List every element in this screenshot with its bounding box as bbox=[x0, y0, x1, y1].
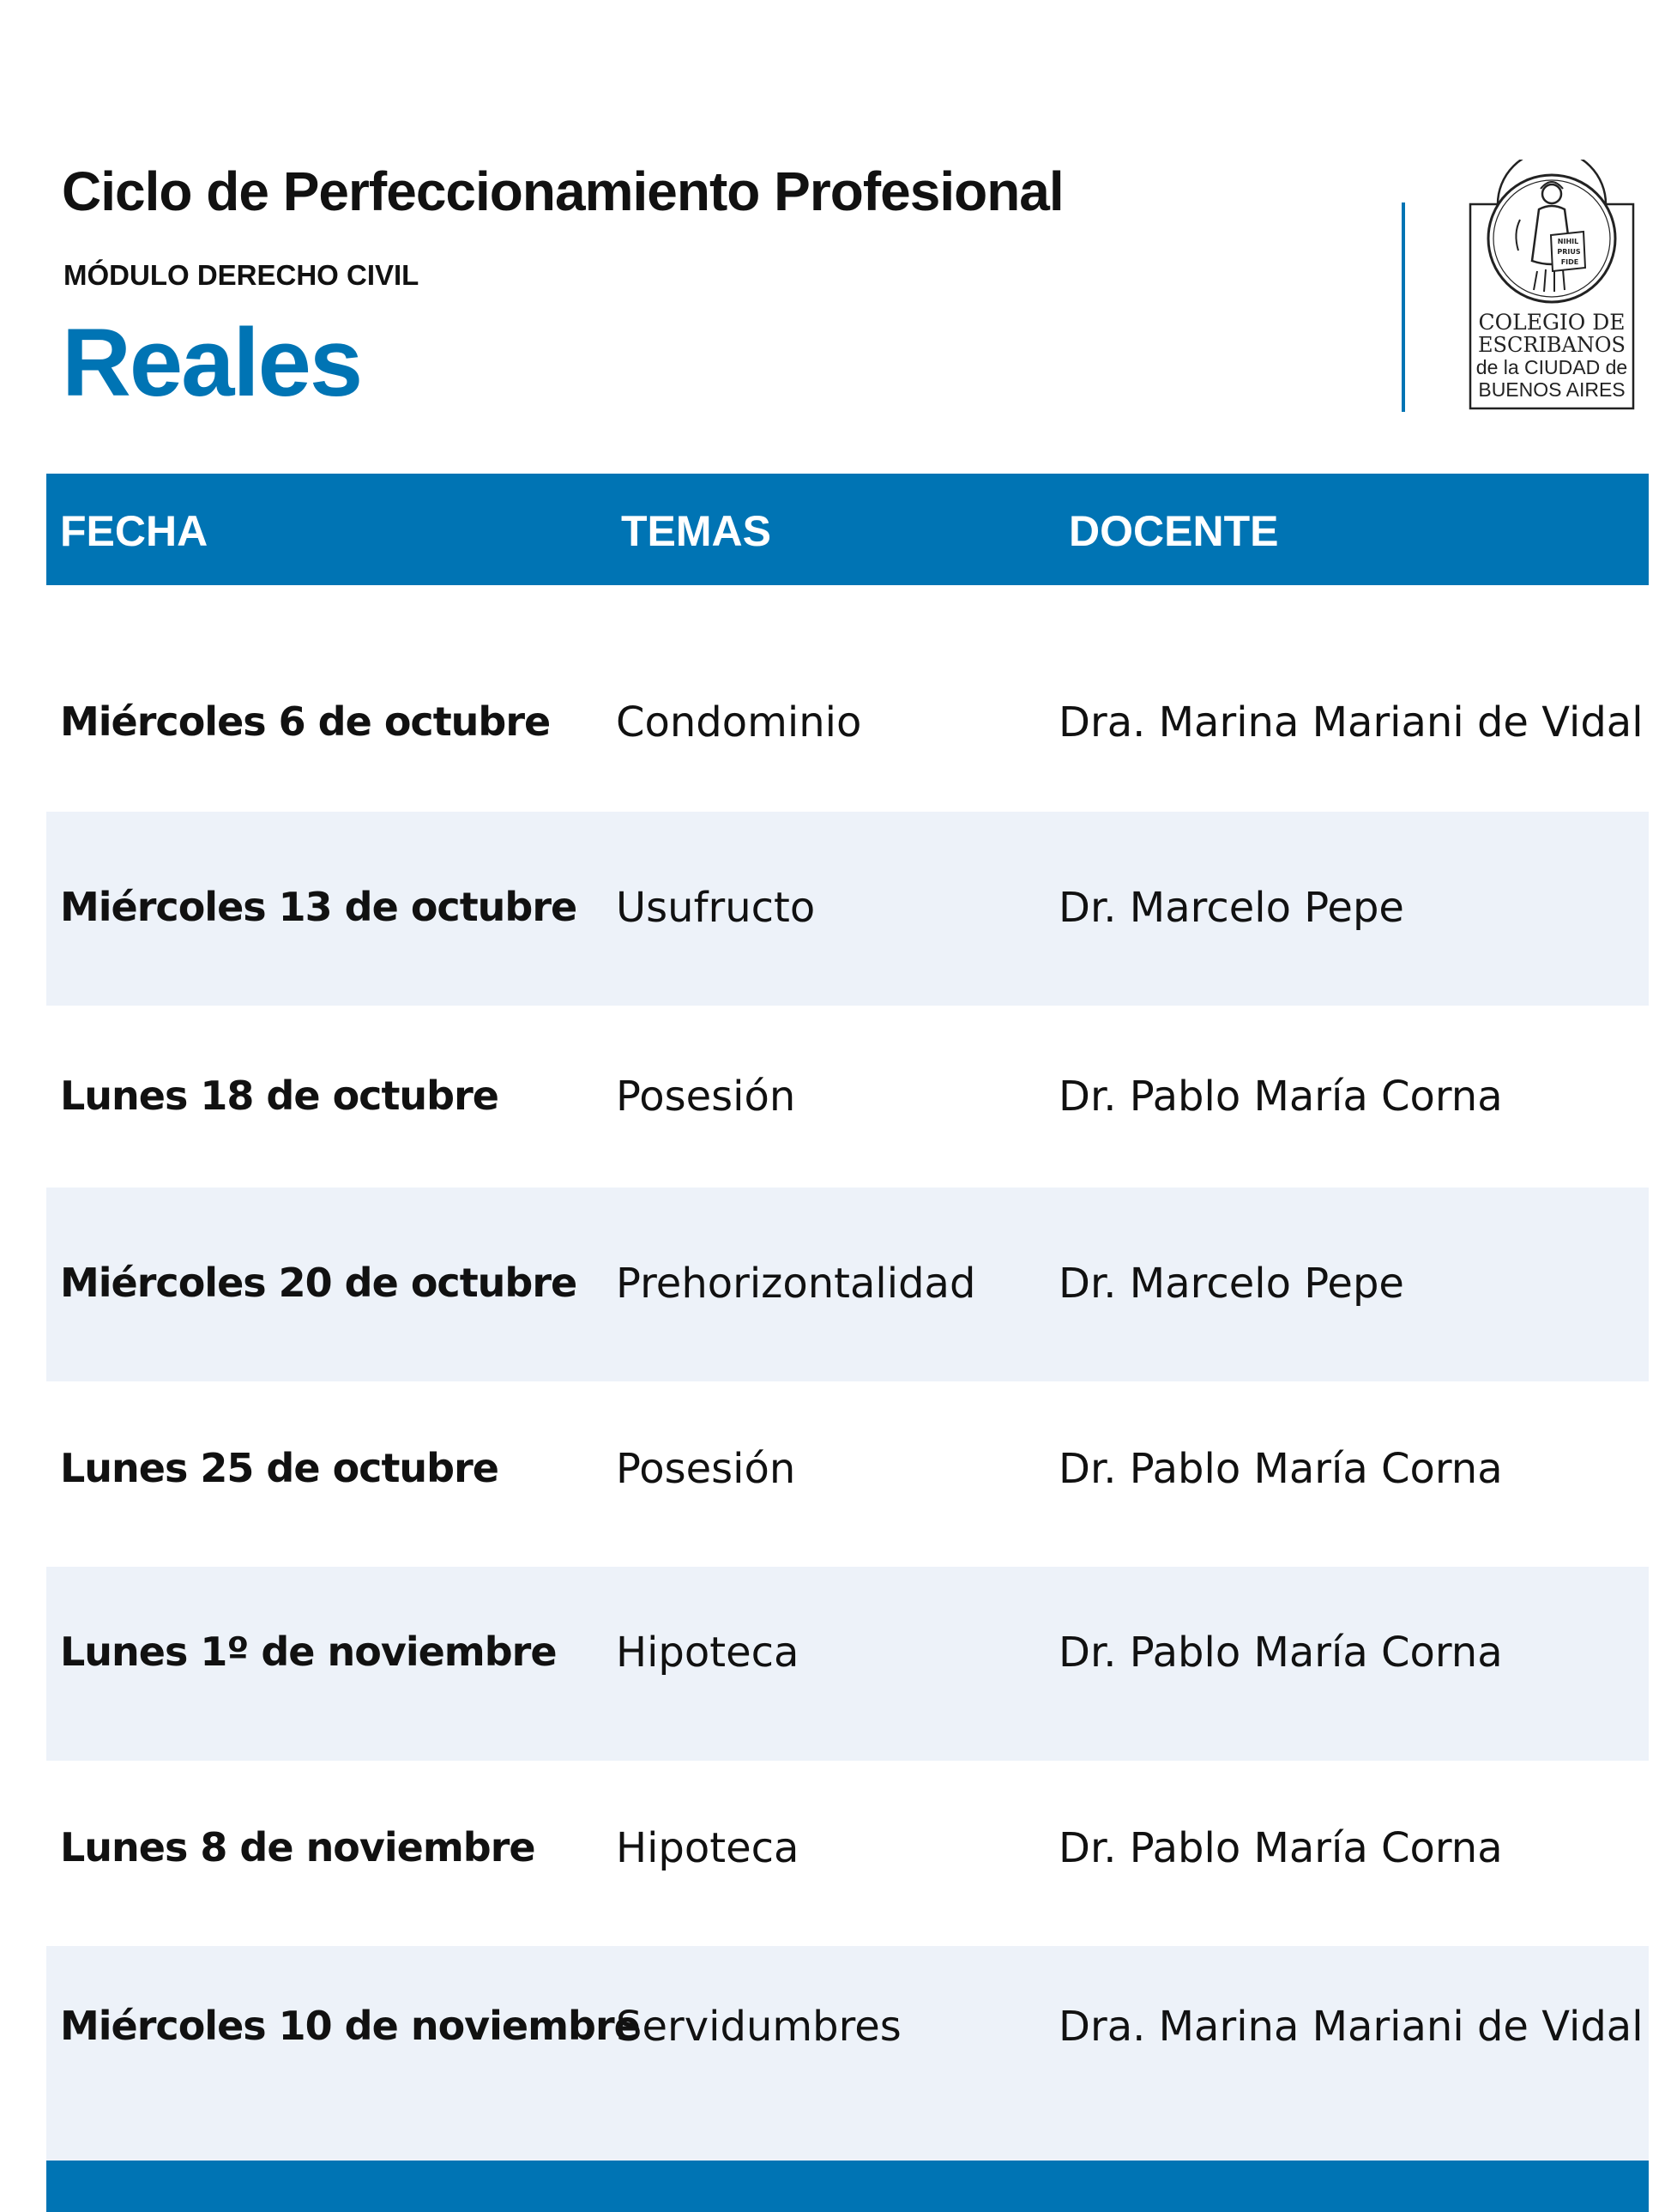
row-teacher: Dr. Pablo María Corna bbox=[1059, 1824, 1503, 1872]
row-teacher: Dr. Pablo María Corna bbox=[1059, 1073, 1503, 1121]
column-header-teacher: DOCENTE bbox=[1069, 507, 1279, 555]
column-header-date: FECHA bbox=[60, 507, 208, 555]
logo-motto-3: FIDE bbox=[1560, 258, 1579, 266]
row-date: Lunes 1º de noviembre bbox=[60, 1629, 557, 1675]
logo-motto-1: NIHIL bbox=[1557, 238, 1579, 245]
row-topic: Servidumbres bbox=[616, 2003, 902, 2051]
row-topic: Posesión bbox=[616, 1445, 796, 1493]
table-row bbox=[46, 812, 1649, 1006]
row-date: Miércoles 10 de noviembre bbox=[60, 2003, 640, 2049]
module-label: MÓDULO DERECHO CIVIL bbox=[63, 259, 419, 291]
table-row bbox=[46, 1006, 1649, 1188]
footer-bar bbox=[46, 2161, 1649, 2212]
logo-line-4: BUENOS AIRES bbox=[1478, 378, 1626, 401]
row-date: Miércoles 6 de octubre bbox=[60, 698, 551, 745]
row-teacher: Dra. Marina Mariani de Vidal bbox=[1059, 2003, 1644, 2051]
row-date: Miércoles 13 de octubre bbox=[60, 884, 577, 930]
row-teacher: Dra. Marina Mariani de Vidal bbox=[1059, 698, 1644, 746]
row-teacher: Dr. Marcelo Pepe bbox=[1059, 884, 1404, 932]
table-row bbox=[46, 1188, 1649, 1381]
table-row bbox=[46, 1381, 1649, 1567]
row-teacher: Dr. Marcelo Pepe bbox=[1059, 1260, 1404, 1308]
row-topic: Prehorizontalidad bbox=[616, 1260, 976, 1308]
column-header-topic: TEMAS bbox=[621, 507, 771, 555]
table-row bbox=[46, 1761, 1649, 1946]
document-title: Ciclo de Perfeccionamiento Profesional bbox=[62, 160, 1064, 222]
table-header bbox=[46, 474, 1649, 585]
row-topic: Hipoteca bbox=[616, 1629, 799, 1677]
logo-motto-2: PRIUS bbox=[1557, 248, 1581, 256]
row-date: Miércoles 20 de octubre bbox=[60, 1260, 577, 1306]
logo-line-3: de la CIUDAD de bbox=[1475, 356, 1628, 378]
logo-line-1: COLEGIO DE bbox=[1478, 310, 1626, 335]
row-teacher: Dr. Pablo María Corna bbox=[1059, 1629, 1503, 1677]
row-topic: Hipoteca bbox=[616, 1824, 799, 1872]
row-topic: Posesión bbox=[616, 1073, 796, 1121]
table-row bbox=[46, 1946, 1649, 2161]
colegio-escribanos-logo bbox=[1467, 160, 1637, 412]
subject-title: Reales bbox=[62, 309, 362, 416]
logo-line-2: ESCRIBANOS bbox=[1478, 333, 1626, 357]
table-row bbox=[46, 1567, 1649, 1761]
row-topic: Usufructo bbox=[616, 884, 816, 932]
row-date: Lunes 18 de octubre bbox=[60, 1073, 498, 1119]
header-divider bbox=[1402, 202, 1405, 412]
row-date: Lunes 25 de octubre bbox=[60, 1445, 498, 1491]
table-row bbox=[46, 585, 1649, 812]
row-date: Lunes 8 de noviembre bbox=[60, 1824, 535, 1871]
row-teacher: Dr. Pablo María Corna bbox=[1059, 1445, 1503, 1493]
row-topic: Condominio bbox=[616, 698, 862, 746]
